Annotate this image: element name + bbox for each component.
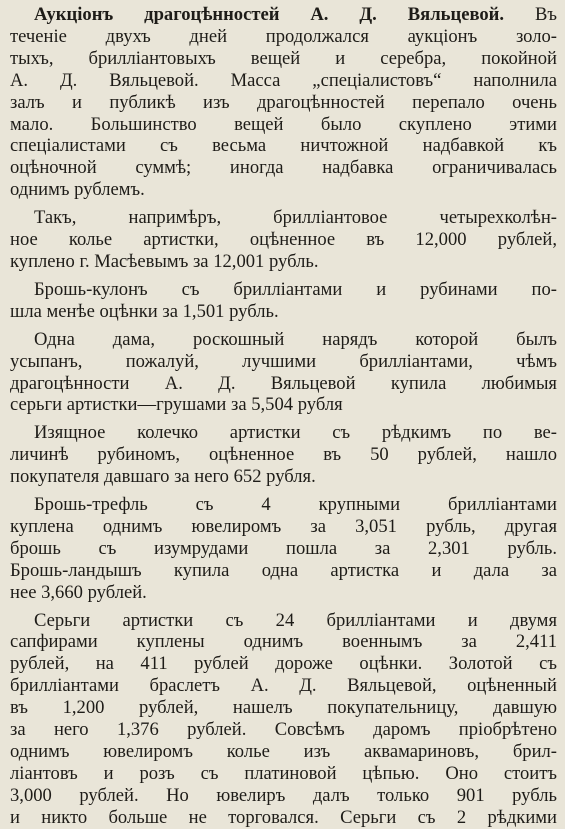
article-paragraph-6 <box>10 494 557 604</box>
text-line: въ 1,200 рублей, нашелъ покупательницу, давшую <box>10 697 557 719</box>
text-line: личинѣ рубиномъ, оцѣненное въ 50 рублей, нашло <box>10 444 557 466</box>
text-line: и никто больше не торговался. Серьги съ 2 рѣдкими <box>10 806 557 828</box>
text-line: брошь съ изумрудами пошла за 2,301 рубль. <box>10 537 557 559</box>
text-line: покупателя давшаго за него 652 рубля. <box>10 466 316 488</box>
text-line: драгоцѣнности А. Д. Вяльцевой купила любимыя <box>10 372 557 394</box>
text-line: Одна дама, роскошный нарядъ которой былъ <box>34 328 557 350</box>
text-line: бриллiантами браслетъ А. Д. Вяльцевой, оцѣненный <box>10 675 557 697</box>
text-line <box>10 4 557 26</box>
text-line: шла менѣе оцѣнки за 1,501 рубль. <box>10 300 279 322</box>
text-line: усыпанъ, пожалуй, лучшими бриллiантами, чѣмъ <box>10 350 557 372</box>
text-line: теченіе двухъ дней продолжался аукціонъ золо- <box>10 25 557 47</box>
text-line: сапфирами куплены однимъ военнымъ за 2,411 <box>10 631 557 653</box>
text-line: куплена однимъ ювелиромъ за 3,051 рубль, другая <box>10 515 557 537</box>
text-line: тыхъ, бриллiантовыхъ вещей и серебра, покойной <box>10 47 557 69</box>
text-line: однимъ ювелиромъ колье изъ аквамариновъ, брил- <box>10 741 557 762</box>
article-paragraph-4 <box>10 329 557 417</box>
article-paragraph-3 <box>10 279 557 323</box>
text-line: спеціалистами съ весьма ничтожной надбавкой къ <box>10 135 557 157</box>
text-line: Брошь-трефль съ 4 крупными бриллiантами <box>34 494 557 516</box>
text-line: лiантовъ и розъ съ платиновой цѣпью. Оно стоитъ <box>10 762 557 784</box>
article-paragraph-2 <box>10 207 557 273</box>
article-paragraph-7 <box>10 610 557 829</box>
text-line: Брошь-кулонъ съ бриллiантами и рубинами по- <box>34 278 557 300</box>
article-paragraph-5 <box>10 422 557 488</box>
text-line: рублей, на 411 рублей дороже оцѣнки. Золотой съ <box>10 653 557 675</box>
text-line: мало. Большинство вещей было скуплено этими <box>10 113 557 135</box>
text-line: серьги артистки—грушами за 5,504 рубля <box>10 394 343 416</box>
text-line: ное колье артистки, оцѣненное въ 12,000 рублей, <box>10 229 557 251</box>
text-line: залъ и публикѣ изъ драгоцѣнностей перепало очень <box>10 91 557 113</box>
text-line: нее 3,660 рублей. <box>10 581 147 603</box>
text-line: оцѣночной суммѣ; иногда надбавка ограничивалась <box>10 157 557 179</box>
text-line: за него 1,376 рублей. Совсѣмъ даромъ пріобрѣтено <box>10 719 557 741</box>
article-paragraph-1 <box>10 4 557 201</box>
text-line: Серьги артистки съ 24 бриллiантами и двумя <box>34 609 557 631</box>
text-fragment: Въ <box>534 4 557 25</box>
text-line: однимъ рублемъ. <box>10 179 145 201</box>
text-line: куплено г. Масѣевымъ за 12,001 рубль. <box>10 250 319 272</box>
text-line: Такъ, напримѣръ, бриллiантовое четырехколѣн- <box>34 207 557 229</box>
text-line: А. Д. Вяльцевой. Масса „спеціалистовъ“ наполнила <box>10 69 557 91</box>
article-headline: Аукціонъ драгоцѣнностей А. Д. Вяльцевой. <box>34 4 505 25</box>
text-line: 3,000 рублей. Но ювелиръ далъ только 901 рубль <box>10 784 557 806</box>
text-line: Брошь-ландышъ купила одна артистка и дала за <box>10 559 557 581</box>
text-line: Изящное колечко артистки съ рѣдкимъ по ве- <box>34 422 557 444</box>
